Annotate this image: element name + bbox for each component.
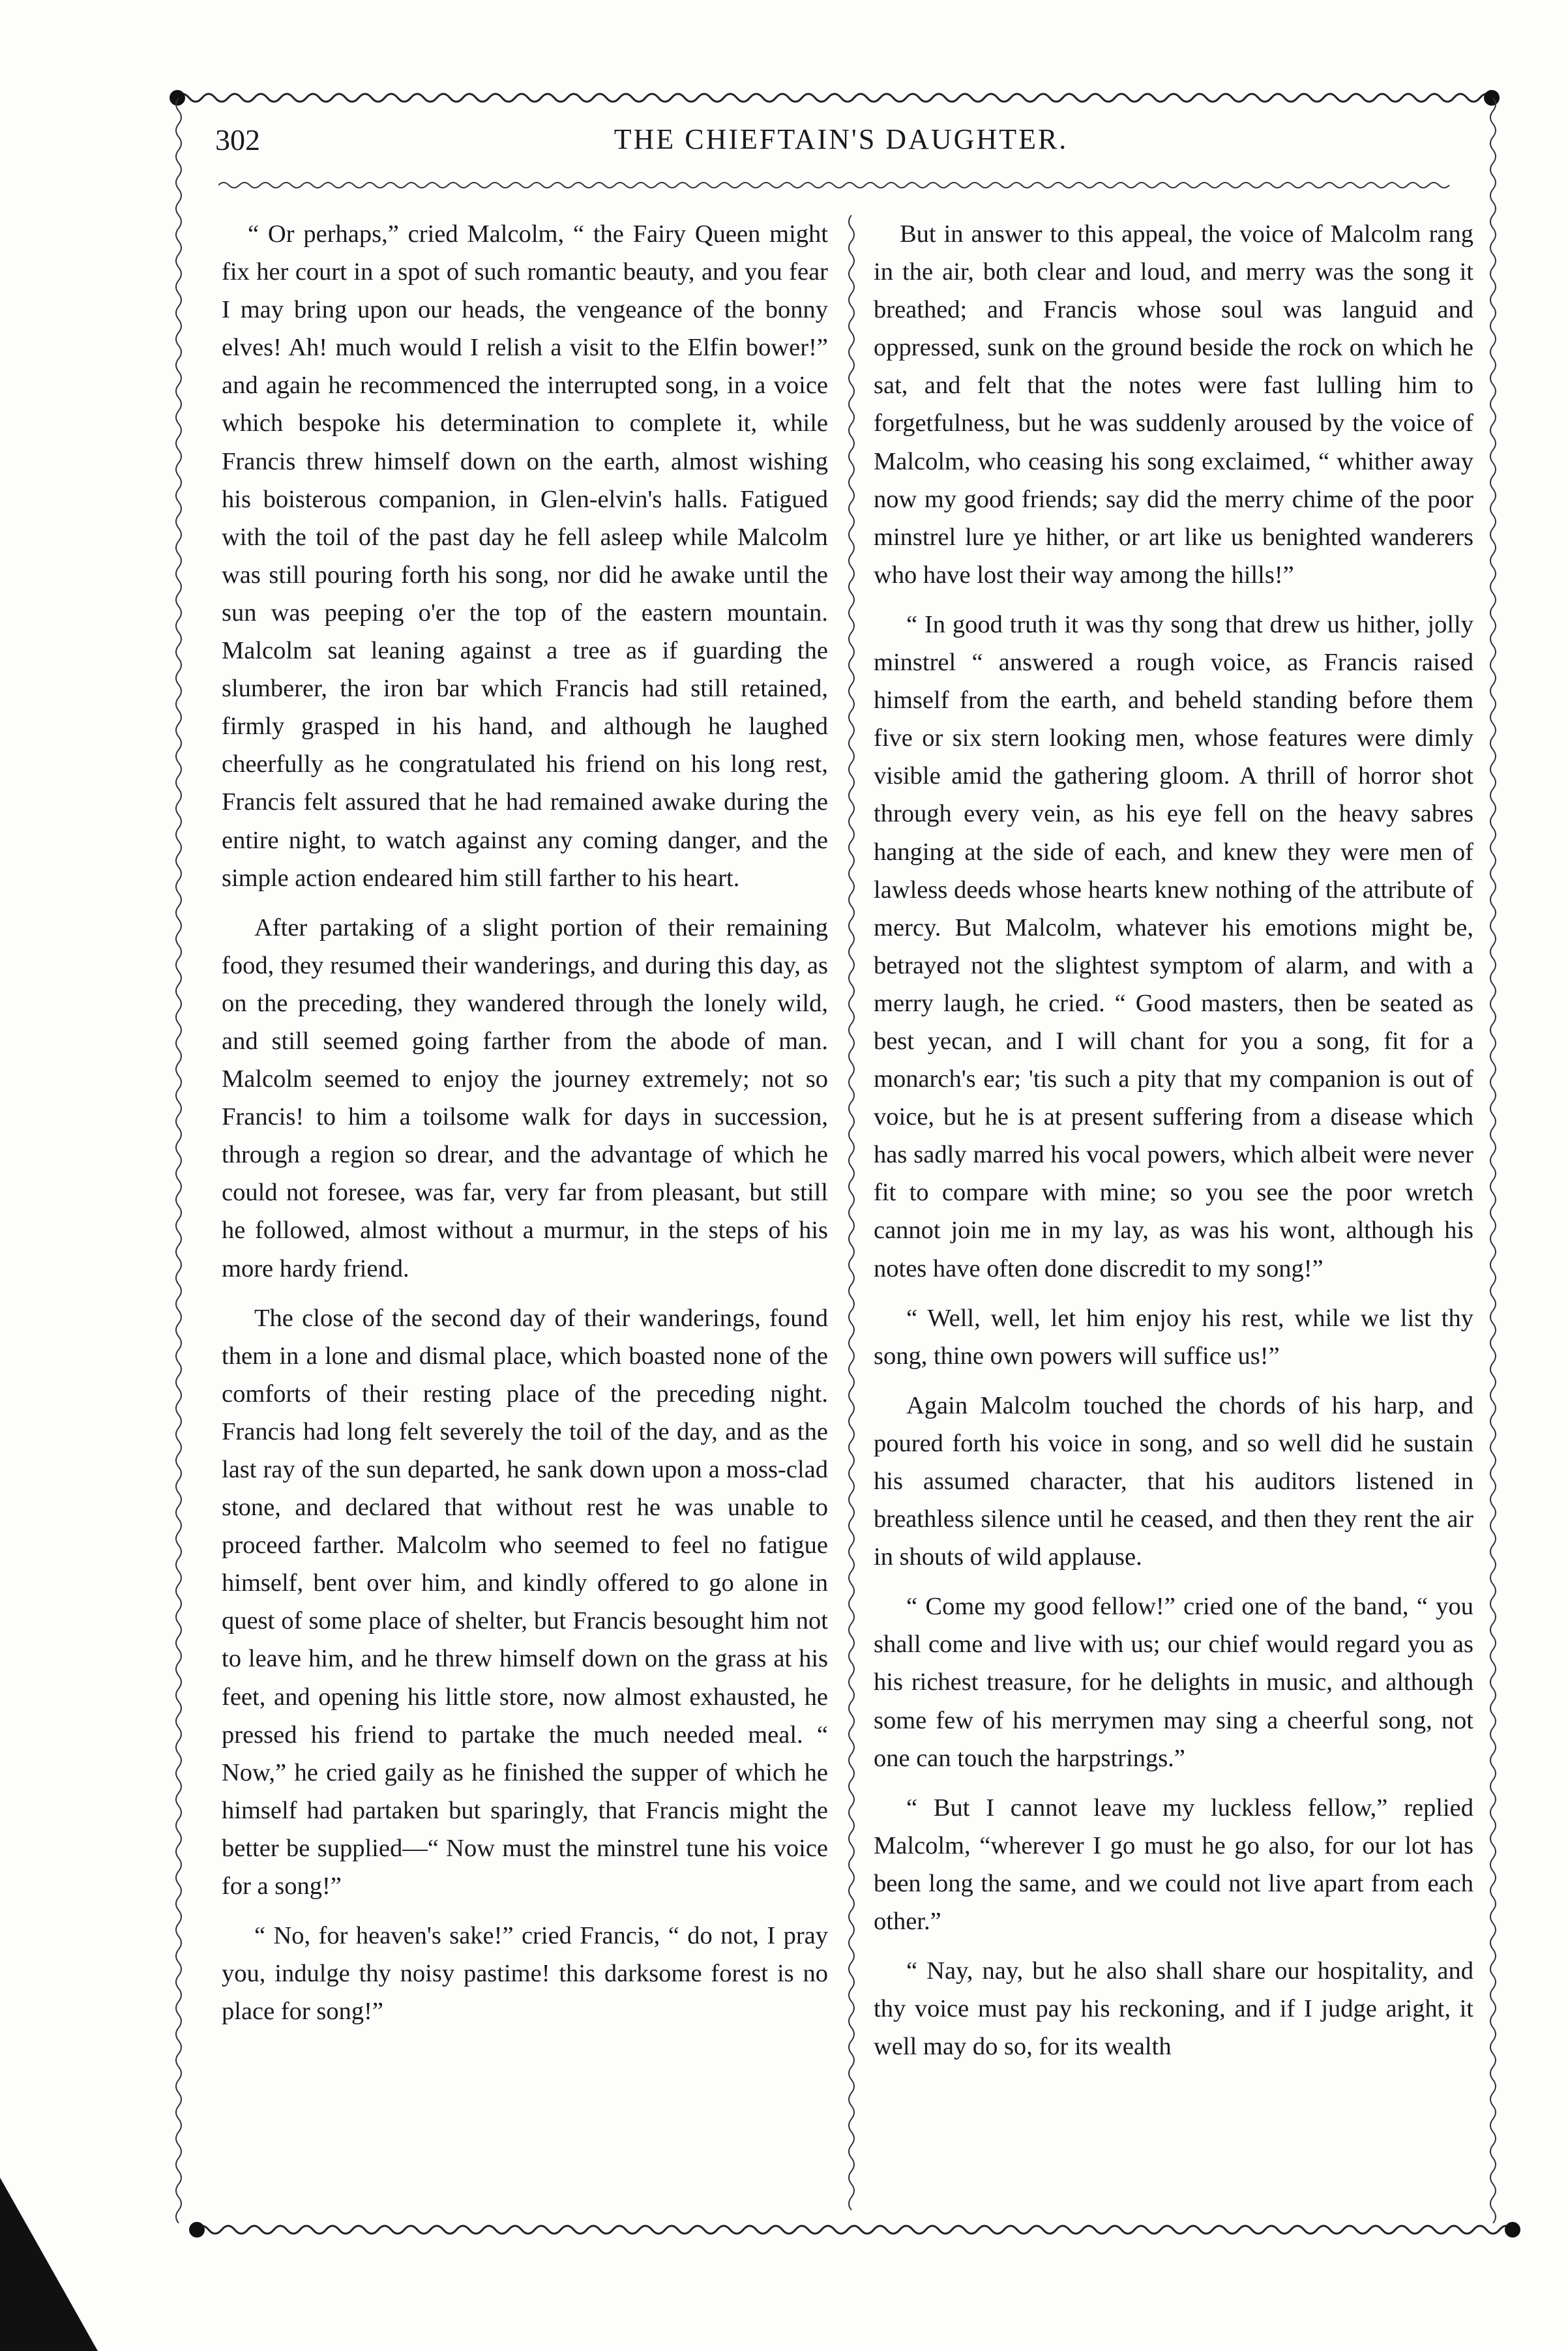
column-divider (844, 215, 859, 2210)
running-title: THE CHIEFTAIN'S DAUGHTER. (614, 123, 1069, 155)
paragraph: But in answer to this appeal, the voice of Malcolm rang in the air, both clear and loud, and merry was the song it breathed; and Francis whose soul was languid and oppressed, sunk on the ground beside the rock on which he sat, and felt that the notes were fast lulling him to forgetfulness, but he was suddenly aroused by the voice of Malcolm, who ceasing his song exclaimed, “ whither away now my good friends; say did the merry chime of the poor minstrel lure ye hither, or art like us benighted wanderers who have lost their way among the hills!” (874, 220, 1473, 589)
paragraph: “ But I cannot leave my luckless fellow,” replied Malcolm, “wherever I go must he go also, for our lot has been long the same, and we could not live apart from each other.” (874, 1794, 1473, 1936)
header-wavy-rule (218, 177, 1457, 193)
left-wavy-border (171, 98, 186, 2223)
paragraph: “ Or perhaps,” cried Malcolm, “ the Fairy Queen might fix her court in a spot of such romantic beauty, and you fear I may bring upon our heads, the vengeance of the bonny elves! Ah! much would I relish a visit to the Elfin bower!” and again he recommenced the interrupted song, in a voice which bespoke his determination to complete it, while Francis threw himself down on the earth, almost wishing his boisterous companion, in Glen-elvin's halls. Fatigued with the toil of the past day he fell asleep while Malcolm was still pouring forth his song, nor did he awake until the sun was peeping o'er the top of the eastern mountain. Malcolm sat leaning against a tree as if guarding the slumberer, the iron bar which Francis had still retained, firmly grasped in his hand, and although he laughed cheerfully as he congratulated his friend on his long rest, Francis felt assured that he had remained awake during the entire night, to watch against any coming danger, and the simple action endeared him still farther to his heart. (222, 220, 828, 892)
paragraph: The close of the second day of their wanderings, found them in a lone and dismal place, which boasted none of the comforts of their resting place of the preceding night. Francis had long felt severely the toil of the day, and as the last ray of the sun departed, he sank down upon a moss-clad stone, and declared that without rest he was unable to proceed farther. Malcolm who seemed to feel no fatigue himself, bent over him, and kindly offered to go alone in quest of some place of shelter, but Francis besought him not to leave him, and he threw himself down on the grass at his feet, and opening his little store, now almost exhausted, he pressed his friend to partake the much needed meal. “ Now,” he cried gaily as he finished the supper of which he himself had partaken but sparingly, that Francis might the better be supplied—“ Now must the minstrel tune his voice for a song!” (222, 1304, 828, 1900)
left-column (222, 215, 828, 2042)
right-column (874, 215, 1473, 2077)
paragraph: “ Well, well, let him enjoy his rest, while we list thy song, thine own powers will suffice us!” (874, 1304, 1473, 1370)
bottom-wavy-border (189, 2210, 1532, 2249)
page-header (196, 123, 1487, 168)
paragraph: “ No, for heaven's sake!” cried Francis, “ do not, I pray you, indulge thy noisy pastime! this darksome forest is no place for song!” (222, 1922, 828, 2026)
paragraph: After partaking of a slight portion of their remaining food, they resumed their wanderings, and during this day, as on the preceding, they wandered through the lonely wild, and still seemed going farther from the abode of man. Malcolm seemed to enjoy the journey extremely; not so Francis! to him a toilsome walk for days in succession, through a region so drear, and the advantage of which he could not foresee, was far, very far from pleasant, but still he followed, almost without a murmur, in the steps of his more hardy friend. (222, 913, 828, 1282)
page-number: 302 (215, 123, 260, 156)
top-wavy-border (170, 78, 1500, 117)
paragraph: Again Malcolm touched the chords of his harp, and poured forth his voice in song, and so well did he sustain his assumed character, that his auditors listened in breathless silence until he ceased, and then they rent the air in shouts of wild applause. (874, 1391, 1473, 1571)
paragraph: “ In good truth it was thy song that drew us hither, jolly minstrel “ answered a rough voice, as Francis raised himself from the earth, and beheld standing before them five or six stern looking men, whose features were dimly visible amid the gathering gloom. A thrill of horror shot through every vein, as his eye fell on the heavy sabres hanging at the side of each, and knew they were men of lawless deeds whose hearts knew nothing of the attribute of mercy. But Malcolm, whatever his emotions might be, betrayed not the slightest symptom of alarm, and with a merry laugh, he cried. “ Good masters, then be seated as best yecan, and I will chant for you a song, fit for a monarch's ear; 'tis such a pity that my companion is out of voice, but he is at present suffering from a disease which has sadly marred his vocal powers, which albeit were never fit to compare with mine; so you see the poor wretch cannot join me in my lay, as was his wont, although his notes have often done discredit to my song!” (874, 610, 1473, 1282)
paragraph: “ Come my good fellow!” cried one of the band, “ you shall come and live with us; our chief would regard you as his richest treasure, for he delights in music, and although some few of his merrymen may sing a cheerful song, not one can touch the harpstrings.” (874, 1593, 1473, 1772)
scan-shadow-corner (0, 2178, 98, 2351)
right-wavy-border (1485, 98, 1501, 2223)
paragraph: “ Nay, nay, but he also shall share our hospitality, and thy voice must pay his reckoning, and if I judge aright, it well may do so, for its wealth (874, 1957, 1473, 2061)
